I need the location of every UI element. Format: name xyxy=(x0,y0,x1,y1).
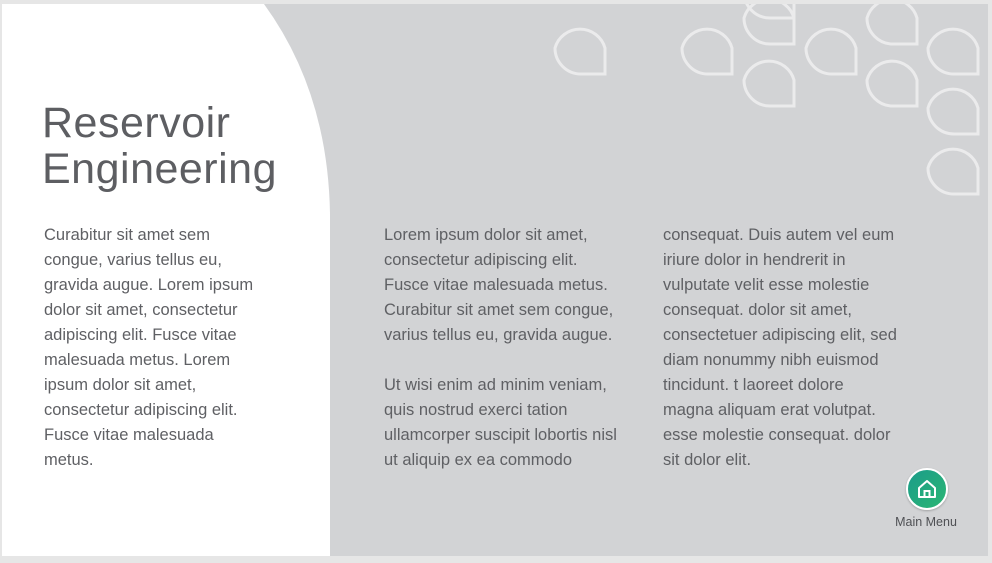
drop-shape xyxy=(867,4,917,44)
slide-title xyxy=(42,100,277,192)
drop-shape xyxy=(555,29,605,74)
home-button-circle[interactable] xyxy=(906,468,948,510)
drop-shape xyxy=(867,61,917,106)
title-line-2: Engineering xyxy=(42,145,278,193)
drop-shape xyxy=(806,29,856,74)
left-body-text: Curabitur sit amet sem congue, varius tellus eu, gravida augue. Lorem ipsum dolor sit amet, consectetur adipiscing elit. Fusce vitae malesuada metus. Lorem ipsum dolor sit amet, consectetur adipiscing elit. Fusce vitae malesuada metus. xyxy=(44,226,254,469)
drop-shape xyxy=(682,29,732,74)
slide xyxy=(2,4,988,556)
drop-shape xyxy=(928,149,978,194)
drop-shape xyxy=(928,29,978,74)
title-line-1: Reservoir xyxy=(42,99,231,147)
main-menu-button[interactable] xyxy=(891,465,961,535)
right-body-text: consequat. Duis autem vel eum iriure dolor in hendrerit in vulputate velit esse molestie consequat. dolor sit amet, consectetuer adipiscing elit, sed diam nonummy nibh euismod tincidunt. t laoreet dolore magna aliquam erat volutpat. esse molestie consequat. dolor sit dolor elit. xyxy=(663,226,897,469)
drop-shape xyxy=(744,61,794,106)
middle-paragraph-1: Lorem ipsum dolor sit amet, consectetur adipiscing elit. Fusce vitae malesuada metus. Curabitur sit amet sem congue, varius tellus eu, gravida augue. xyxy=(384,226,614,344)
home-icon xyxy=(915,477,939,501)
main-menu-label[interactable]: Main Menu xyxy=(895,515,957,529)
drop-shape xyxy=(928,89,978,134)
middle-paragraph-2: Ut wisi enim ad minim veniam, quis nostrud exerci tation ullamcorper suscipit lobortis nisl ut aliquip ex ea commodo xyxy=(384,376,617,469)
